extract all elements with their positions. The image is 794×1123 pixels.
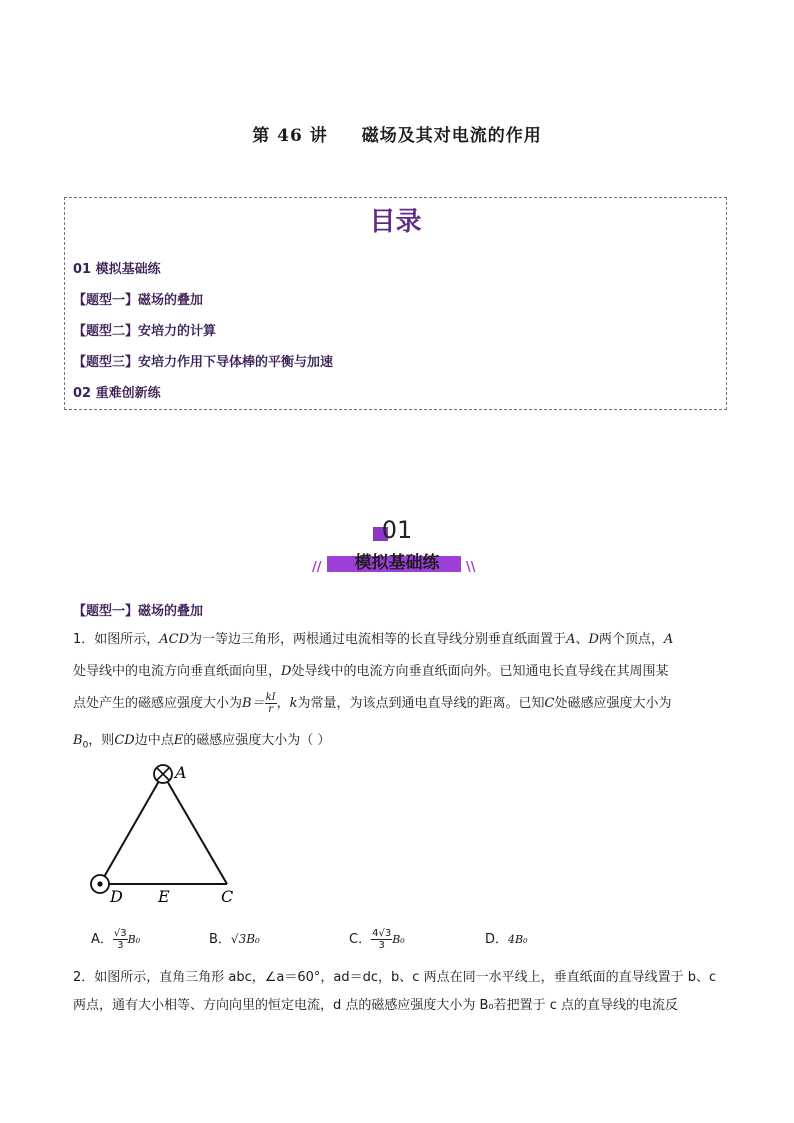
table-of-contents	[64, 197, 727, 410]
triangle-edge-ad	[100, 774, 163, 884]
lecture-number: 第 46 讲	[252, 126, 328, 146]
q1-line-2: 处导线中的电流方向垂直纸面向里，D处导线中的电流方向垂直纸面向外。已知通电长直导线在其周围某	[73, 664, 669, 679]
triangle-figure	[80, 760, 260, 910]
question-type-heading: 【题型一】磁场的叠加	[73, 604, 204, 619]
current-into-page-icon	[154, 765, 172, 783]
toc-item[interactable]: 02 重难创新练	[73, 386, 161, 401]
option-c[interactable]: C． $\frac{4√3}{3}$ B₀	[349, 928, 405, 951]
option-d[interactable]: D．4B₀	[485, 932, 528, 947]
toc-heading: 目录	[369, 207, 422, 237]
vertex-label-c: C	[221, 887, 234, 906]
current-out-of-page-icon	[91, 875, 109, 893]
slash-decoration-right: \\	[466, 560, 476, 575]
option-b[interactable]: B．√3B₀	[209, 932, 260, 947]
toc-item[interactable]: 01 模拟基础练	[73, 262, 161, 277]
option-a[interactable]: A． $\frac{√3}{3}$ B₀	[91, 928, 141, 951]
section-number: 01	[381, 516, 413, 544]
lecture-topic: 磁场及其对电流的作用	[361, 126, 542, 146]
section-banner	[0, 510, 794, 580]
toc-item[interactable]: 【题型三】安培力作用下导体棒的平衡与加速	[73, 355, 334, 370]
slash-decoration-left: //	[312, 560, 322, 575]
triangle-edge-ac	[163, 774, 227, 884]
toc-item[interactable]: 【题型一】磁场的叠加	[73, 293, 204, 308]
section-label: 模拟基础练	[354, 553, 440, 573]
vertex-label-d: D	[110, 887, 123, 906]
q2-line-2: 两点，通有大小相等、方向向里的恒定电流，d 点的磁感应强度大小为 B₀若把置于 c 点的直导线的电流反	[73, 998, 679, 1013]
point-label-e: E	[158, 887, 170, 906]
formula-fraction: $\frac{kI}{r}$	[265, 692, 276, 715]
q1-line-4: $B_0$，则CD边中点E的磁感应强度大小为（ ）	[73, 733, 331, 751]
q1-line-3: 点处产生的磁感应强度大小为B＝ $\frac{kI}{r}$ ，k为常量，为该点到通电直导线的距离。已知C处磁感应强度大小为	[73, 692, 672, 715]
vertex-label-a: A	[175, 763, 187, 782]
q1-line-1: 1．如图所示，ACD为一等边三角形，两根通过电流相等的长直导线分别垂直纸面置于A、D两个顶点，A	[73, 632, 674, 647]
toc-item[interactable]: 【题型二】安培力的计算	[73, 324, 217, 339]
page-title	[0, 121, 794, 146]
q2-line-1: 2．如图所示，直角三角形 abc，∠a＝60°，ad＝dc，b、c 两点在同一水平线上，垂直纸面的直导线置于 b、c	[73, 970, 717, 985]
